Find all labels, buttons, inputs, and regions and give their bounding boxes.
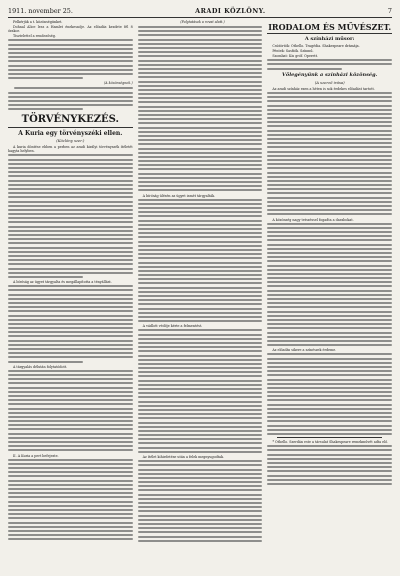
header-masthead: ARADI KÖZLÖNY. <box>195 7 266 15</box>
section-title-court: TÖRVÉNYKEZÉS. <box>21 114 120 126</box>
col2-para: Az ítélet kihirdetése után a felek megnyugodtak. <box>142 455 225 460</box>
col3-text <box>267 445 392 485</box>
program-item: Péntek: Sasfiók. Színmű. <box>272 49 314 54</box>
col3-text <box>267 92 392 215</box>
col1-para: Felkérjük a t. közönségünket. <box>13 20 63 24</box>
feature-title: Vőlegényünk a színházi közönség. <box>282 71 378 78</box>
header-date: 1911. november 25. <box>8 7 73 15</box>
col1-article-para: A kuria döntése ebben a perben az aradi királyi törvényszék ítéletét hagyta helyben. <box>8 145 133 154</box>
column-right <box>267 20 392 570</box>
section-title-literature: IRODALOM ÉS MŰVÉSZET. <box>268 22 392 32</box>
col3-text <box>267 223 392 346</box>
col1-article-text <box>8 285 133 362</box>
col1-article-para: II. A Kuria a pert befejezte. <box>13 453 59 458</box>
col2-text <box>138 329 263 452</box>
col1-text-block <box>8 87 133 110</box>
col2-para: A bíróság ülésén az ügyet ismét tárgyalták. <box>142 193 216 198</box>
col1-text-block <box>8 39 133 79</box>
col2-text <box>138 460 263 542</box>
column-left <box>8 20 133 570</box>
col1-article-text <box>8 459 133 541</box>
col3-footer-note: * Othello. Szerdán este a társulat Shakespeare remekművét adta elő. <box>272 440 389 445</box>
col3-para: Az előadás sikere a színészek érdeme. <box>272 348 337 353</box>
col3-para: A közönség nagy tetszéssel fogadta a darabokat. <box>272 217 354 222</box>
header-page-number: 7 <box>387 7 392 15</box>
page-header <box>8 5 392 18</box>
col2-text <box>138 26 263 191</box>
feature-subtitle: (A szerző irása) <box>314 79 345 85</box>
col1-article-text <box>8 370 133 452</box>
program-item: Csütörtök: Othello. Tragédia. Shakespeare drámája. <box>272 44 360 48</box>
col1-article-text <box>8 154 133 277</box>
column-middle <box>138 20 263 570</box>
program-item: Szombat: Kis gróf. Operett. <box>272 54 319 59</box>
col3-text <box>267 59 392 69</box>
col2-para: A vádlott védője kérte a felmentést. <box>142 324 203 329</box>
article-title: A Kuria egy törvényszéki ellen. <box>18 130 123 138</box>
col1-signature: (A közönségnek.) <box>103 81 133 86</box>
col2-note: (Folytatások a rovat alatt.) <box>180 20 225 24</box>
col3-text <box>267 353 392 435</box>
col1-para: Tisztelettel a rendezőség. <box>13 34 56 39</box>
col1-article-para: A bíróság az ügyet tárgyalta és megállapította a tényállást. <box>13 280 112 285</box>
program-title: A színházi műsor: <box>304 36 355 42</box>
article-subtitle: (Közlöny szer.) <box>56 138 85 144</box>
col3-para: Az aradi színház ezen a héten is sok érdekes előadást tartott. <box>272 86 375 91</box>
col2-text <box>138 199 263 322</box>
col1-article-para: A tárgyalás délután folytatódott. <box>13 364 68 369</box>
col1-para: Dohnal Alice lesz a Hamlet énekesnője. Az előadás kezdete fél 8 órakor. <box>8 25 133 34</box>
